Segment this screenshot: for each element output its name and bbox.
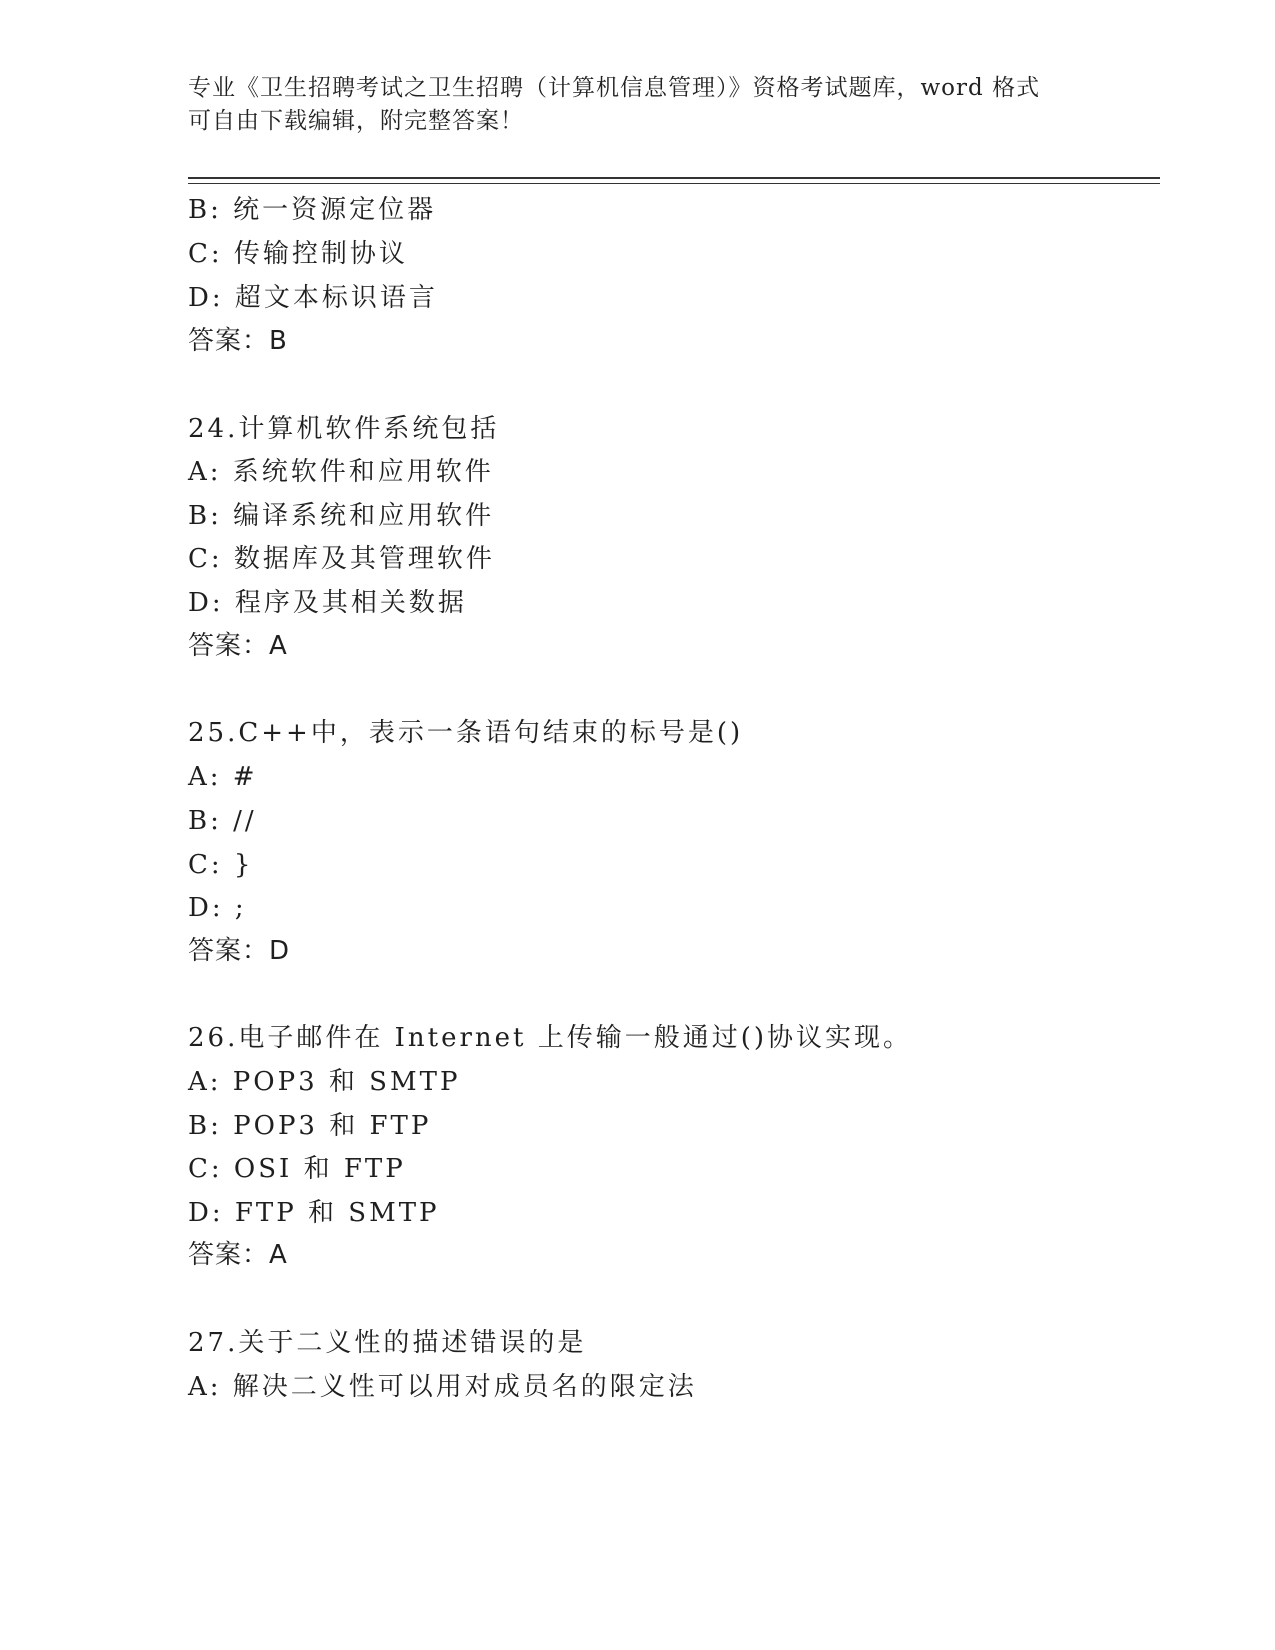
question-line: 25.C++中，表示一条语句结束的标号是() [188, 718, 744, 748]
question-line: 27.关于二义性的描述错误的是 [188, 1328, 587, 1358]
answer-line: 答案：B [188, 326, 288, 356]
option-line: A: POP3 和 SMTP [188, 1067, 461, 1097]
option-line: B: 统一资源定位器 [188, 195, 437, 225]
option-line: C: } [188, 850, 254, 880]
option-line: C: OSI 和 FTP [188, 1154, 406, 1184]
option-line: B: 编译系统和应用软件 [188, 501, 495, 531]
document-header [188, 72, 1088, 138]
header-line-2: 可自由下载编辑，附完整答案！ [188, 108, 524, 134]
option-line: D: FTP 和 SMTP [188, 1198, 440, 1228]
option-line: A: 解决二义性可以用对成员名的限定法 [188, 1372, 697, 1402]
answer-line: 答案：D [188, 936, 291, 966]
answer-line: 答案：A [188, 1240, 288, 1270]
option-line: A: 系统软件和应用软件 [188, 457, 494, 487]
option-line: C: 数据库及其管理软件 [188, 544, 495, 574]
header-divider-thin [188, 183, 1160, 184]
answer-line: 答案：A [188, 631, 288, 661]
option-line: A: # [188, 762, 258, 792]
option-line: D: 超文本标识语言 [188, 283, 438, 313]
question-line: 24.计算机软件系统包括 [188, 414, 500, 444]
option-line: B: POP3 和 FTP [188, 1111, 432, 1141]
header-divider-thick [188, 177, 1160, 179]
option-line: D: ; [188, 893, 247, 923]
option-line: D: 程序及其相关数据 [188, 588, 467, 618]
question-line: 26.电子邮件在 Internet 上传输一般通过()协议实现。 [188, 1023, 913, 1053]
option-line: B: // [188, 806, 257, 836]
header-line-1: 专业《卫生招聘考试之卫生招聘（计算机信息管理）》资格考试题库，word 格式 [188, 75, 1041, 101]
option-line: C: 传输控制协议 [188, 239, 408, 269]
